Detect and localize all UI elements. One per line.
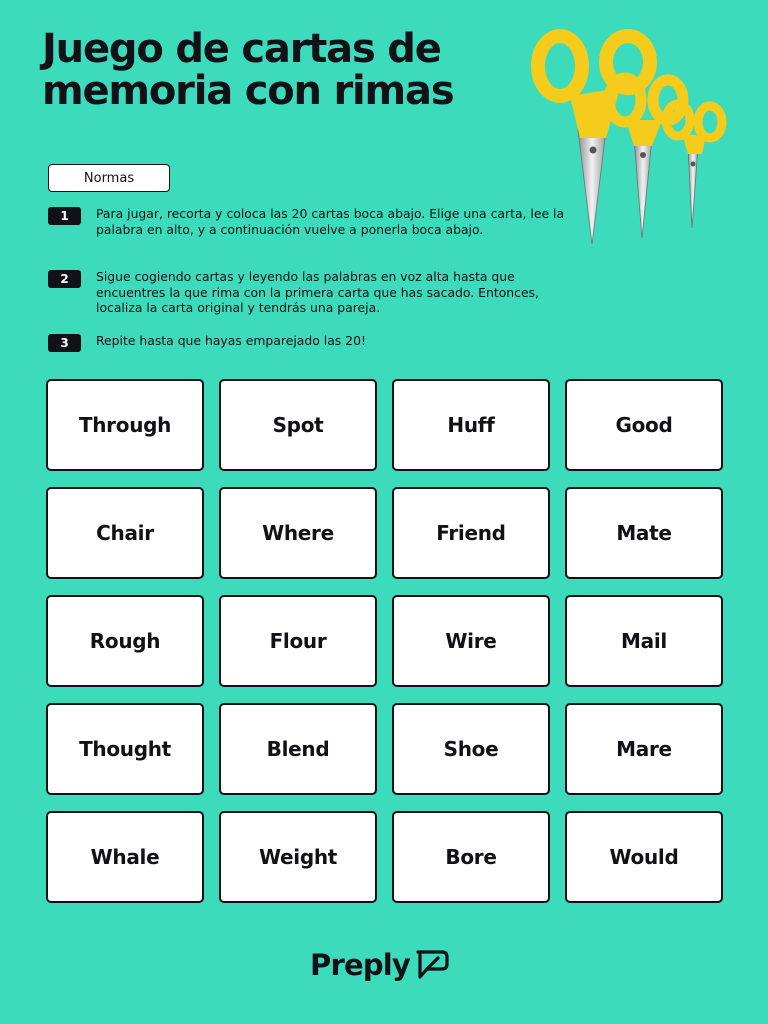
memory-card[interactable]: Friend — [392, 487, 550, 579]
memory-card[interactable]: Chair — [46, 487, 204, 579]
memory-card[interactable]: Weight — [219, 811, 377, 903]
preply-logo-icon — [414, 948, 450, 982]
memory-card[interactable]: Wire — [392, 595, 550, 687]
rule-number: 3 — [48, 334, 81, 352]
memory-card[interactable]: Would — [565, 811, 723, 903]
page-title: Juego de cartas de memoria con rimas — [42, 26, 454, 114]
memory-card[interactable]: Shoe — [392, 703, 550, 795]
memory-card[interactable]: Huff — [392, 379, 550, 471]
memory-card[interactable]: Mate — [565, 487, 723, 579]
memory-card[interactable]: Through — [46, 379, 204, 471]
brand-logo — [310, 945, 450, 985]
rule-text: Sigue cogiendo cartas y leyendo las palabras en voz alta hasta que encuentres la que rima con la primera carta que has sacado. Entonces, localiza la carta original y tendrás una pareja. — [96, 269, 539, 315]
memory-card[interactable]: Good — [565, 379, 723, 471]
memory-card[interactable]: Spot — [219, 379, 377, 471]
memory-card[interactable]: Bore — [392, 811, 550, 903]
rules-label: Normas — [48, 164, 170, 192]
memory-card[interactable]: Blend — [219, 703, 377, 795]
memory-card[interactable]: Mare — [565, 703, 723, 795]
rule-number: 2 — [48, 270, 81, 288]
memory-card-grid — [46, 379, 723, 903]
rule-number: 1 — [48, 207, 81, 225]
rule-text: Para jugar, recorta y coloca las 20 cartas boca abajo. Elige una carta, lee la palabra en alto, y a continuación vuelve a ponerla boca abajo. — [96, 206, 565, 237]
memory-card[interactable]: Where — [219, 487, 377, 579]
memory-card[interactable]: Rough — [46, 595, 204, 687]
memory-card[interactable]: Thought — [46, 703, 204, 795]
memory-card[interactable]: Whale — [46, 811, 204, 903]
memory-card[interactable]: Flour — [219, 595, 377, 687]
rule-text: Repite hasta que hayas emparejado las 20! — [96, 333, 366, 348]
memory-card[interactable]: Mail — [565, 595, 723, 687]
brand-wordmark: Preply — [310, 948, 411, 982]
